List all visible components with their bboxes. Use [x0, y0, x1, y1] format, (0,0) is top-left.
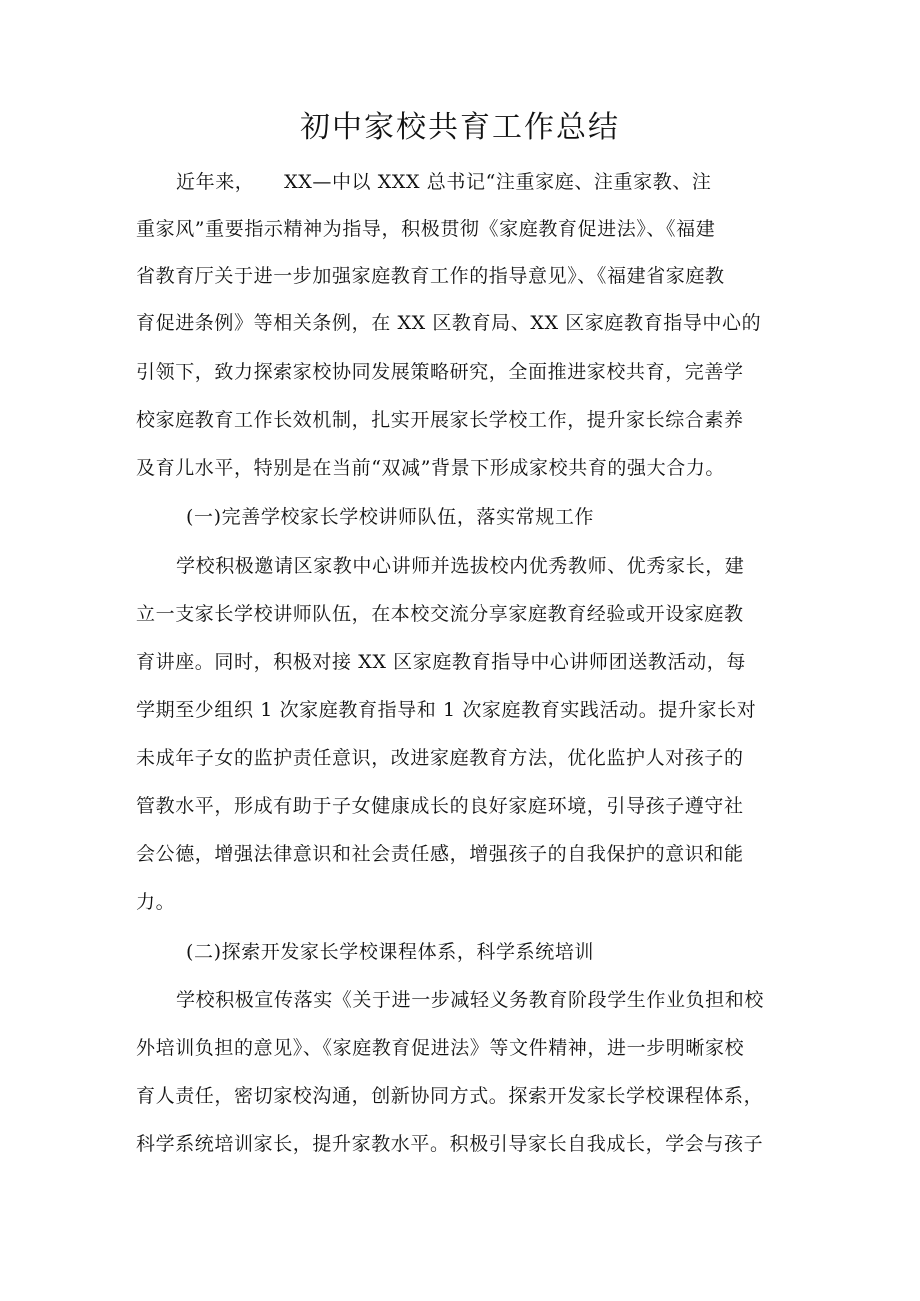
document-title: 初中家校共育工作总结: [300, 110, 620, 145]
paragraph-3-line-3: 育人责任，密切家校沟通，创新协同方式。探索开发家长学校课程体系，: [136, 1085, 764, 1107]
section-heading-1: (一)完善学校家长学校讲师队伍，落实常规工作: [186, 506, 595, 528]
paragraph-1-line-4: 育促进条例》等相关条例，在 XX 区教育局、XX 区家庭教育指导中心的: [136, 312, 762, 334]
paragraph-2-line-4: 学期至少组织 1 次家庭教育指导和 1 次家庭教育实践活动。提升家长对: [136, 699, 757, 721]
paragraph-2-line-3: 育讲座。同时，积极对接 XX 区家庭教育指导中心讲师团送教活动，每: [136, 651, 746, 673]
paragraph-3-line-2: 外培训负担的意见》、《家庭教育促进法》等文件精神，进一步明晰家校: [136, 1037, 745, 1059]
paragraph-1-line-6: 校家庭教育工作长效机制，扎实开展家长学校工作，提升家长综合素养: [136, 409, 744, 431]
paragraph-3-line-4: 科学系统培训家长，提升家教水平。积极引导家长自我成长，学会与孩子: [136, 1133, 764, 1155]
paragraph-2-line-1: 学校积极邀请区家教中心讲师并选拔校内优秀教师、优秀家长，建: [176, 555, 745, 577]
paragraph-2-line-5: 未成年子女的监护责任意识，改进家庭教育方法，优化监护人对孩子的: [136, 747, 744, 769]
paragraph-2-line-7: 会公德，增强法律意识和社会责任感，增强孩子的自我保护的意识和能: [136, 843, 744, 865]
paragraph-1-line-5: 引领下，致力探索家校协同发展策略研究，全面推进家校共育，完善学: [136, 361, 744, 383]
paragraph-2-line-2: 立一支家长学校讲师队伍，在本校交流分享家庭教育经验或开设家庭教: [136, 603, 744, 625]
paragraph-3-line-1: 学校积极宣传落实《关于进一步减轻义务教育阶段学生作业负担和校: [176, 989, 765, 1011]
paragraph-1-line-3: 省教育厅关于进一步加强家庭教育工作的指导意见》、《福建省家庭教: [136, 265, 725, 287]
paragraph-1-line-1: 近年来， XX—中以 XXX 总书记“注重家庭、注重家教、注: [176, 171, 712, 193]
paragraph-2-line-6: 管教水平，形成有助于子女健康成长的良好家庭环境，引导孩子遵守社: [136, 795, 744, 817]
paragraph-2-line-8: 力。: [136, 891, 176, 913]
paragraph-1-line-2: 重家风”重要指示精神为指导，积极贯彻《家庭教育促进法》、《福建: [136, 218, 716, 240]
paragraph-1-line-7: 及育儿水平，特别是在当前“双减”背景下形成家校共育的强大合力。: [136, 457, 726, 479]
section-heading-2: (二)探索开发家长学校课程体系，科学系统培训: [186, 941, 595, 963]
